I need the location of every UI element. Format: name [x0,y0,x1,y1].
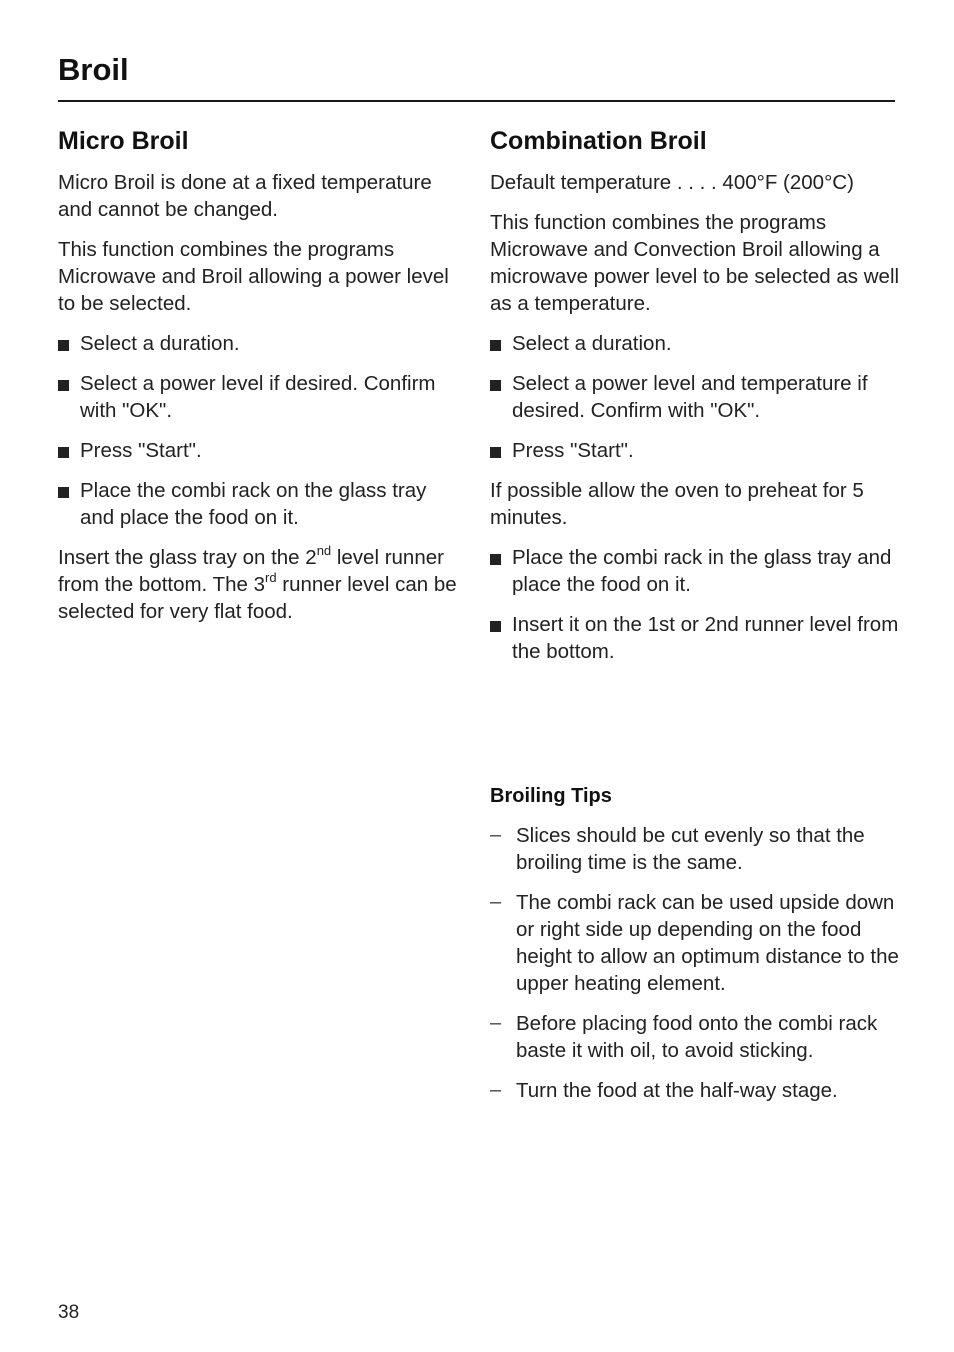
step-text: Select a duration. [512,332,672,355]
note-text: runner level can be selected for very flat food. [58,573,457,623]
step-text: Select a power level and temperature if desired. Confirm with "OK". [512,372,868,422]
square-bullet-icon [58,380,69,391]
page-title: Broil [58,52,129,87]
dash-bullet-icon: – [490,891,502,913]
combination-broil-description: This function combines the programs Microwave and Convection Broil allowing a microwave power level to be selected as well as a temperature. [490,211,900,315]
square-bullet-icon [490,554,501,565]
step-text: Press "Start". [512,439,634,462]
preheat-note: If possible allow the oven to preheat for 5 minutes. [490,479,864,529]
list-item [490,544,900,598]
title-divider [58,100,895,102]
section-spacer [490,678,900,782]
note-text: level runner from the bottom. The 3 [58,546,444,596]
default-temperature: Default temperature . . . . 400°F (200°C) [490,171,854,194]
micro-broil-section [58,124,458,638]
square-bullet-icon [490,380,501,391]
step-text: Select a power level if desired. Confirm with "OK". [80,372,436,422]
list-item [490,330,900,357]
list-item [58,477,458,531]
dash-bullet-icon: – [490,1079,502,1101]
square-bullet-icon [490,340,501,351]
combination-broil-steps [490,330,900,464]
tip-text: The combi rack can be used upside down or right side up depending on the food height to allow an optimum distance to the upper heating element. [516,891,899,995]
list-item [490,370,900,424]
list-item [490,889,900,997]
list-item [490,1010,900,1064]
square-bullet-icon [490,447,501,458]
step-text: Place the combi rack in the glass tray and place the food on it. [512,546,892,596]
list-item [490,611,900,665]
dash-bullet-icon: – [490,824,502,846]
list-item [490,1077,900,1104]
ordinal-suffix: nd [316,543,332,558]
square-bullet-icon [490,621,501,632]
list-item [58,437,458,464]
micro-broil-intro: Micro Broil is done at a fixed temperature and cannot be changed. [58,171,432,221]
square-bullet-icon [58,340,69,351]
micro-broil-description: This function combines the programs Microwave and Broil allowing a power level to be selected. [58,238,449,315]
page-number: 38 [58,1302,80,1323]
square-bullet-icon [58,447,69,458]
glass-tray-note [58,544,458,625]
micro-broil-steps [58,330,458,531]
tip-text: Slices should be cut evenly so that the broiling time is the same. [516,824,865,874]
square-bullet-icon [58,487,69,498]
step-text: Press "Start". [80,439,202,462]
broiling-tips-heading: Broiling Tips [490,785,612,807]
tip-text: Before placing food onto the combi rack baste it with oil, to avoid sticking. [516,1012,878,1062]
tip-text: Turn the food at the half-way stage. [516,1079,838,1102]
list-item [58,370,458,424]
combination-broil-heading: Combination Broil [490,127,707,155]
combination-broil-section [490,124,900,1117]
broiling-tips-list [490,822,900,1104]
micro-broil-heading: Micro Broil [58,127,189,155]
note-text: Insert the glass tray on the 2 [58,546,317,569]
list-item [58,330,458,357]
step-text: Insert it on the 1st or 2nd runner level from the bottom. [512,613,899,663]
list-item [490,822,900,876]
ordinal-suffix: rd [265,570,277,585]
step-text: Place the combi rack on the glass tray and place the food on it. [80,479,427,529]
combination-broil-steps-2 [490,544,900,665]
step-text: Select a duration. [80,332,240,355]
dash-bullet-icon: – [490,1012,502,1034]
list-item [490,437,900,464]
